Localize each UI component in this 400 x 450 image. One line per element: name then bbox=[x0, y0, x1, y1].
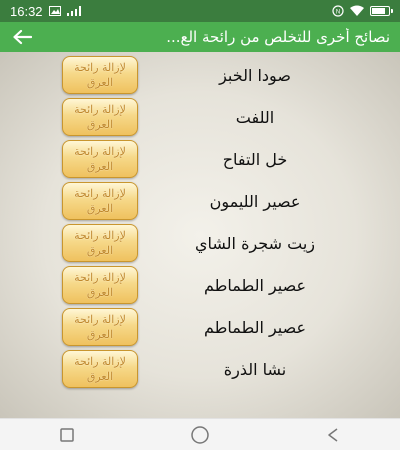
home-button[interactable] bbox=[188, 423, 212, 447]
list-item-label: اللفت bbox=[235, 107, 275, 127]
list-item[interactable] bbox=[0, 222, 400, 264]
badge-text-line2: العرق bbox=[86, 76, 114, 89]
recent-apps-button[interactable] bbox=[55, 423, 79, 447]
badge-text-line2: العرق bbox=[86, 370, 114, 383]
item-badge-image bbox=[62, 56, 138, 94]
badge-text-line1: لإزالة رائحة bbox=[74, 187, 126, 200]
list-item-label: نشا الذرة bbox=[223, 359, 287, 379]
recent-apps-icon bbox=[59, 427, 75, 443]
list-item-label: خل التفاح bbox=[222, 149, 288, 169]
badge-text-line2: العرق bbox=[86, 202, 114, 215]
list-item[interactable] bbox=[0, 264, 400, 306]
item-badge-image bbox=[62, 308, 138, 346]
list-item[interactable] bbox=[0, 96, 400, 138]
list-item[interactable] bbox=[0, 180, 400, 222]
app-bar bbox=[0, 22, 400, 52]
system-back-button[interactable] bbox=[321, 423, 345, 447]
list-item[interactable] bbox=[0, 54, 400, 96]
badge-text-line1: لإزالة رائحة bbox=[74, 355, 126, 368]
badge-text-line1: لإزالة رائحة bbox=[74, 61, 126, 74]
list-item[interactable] bbox=[0, 306, 400, 348]
status-time: 16:32 bbox=[10, 3, 43, 19]
signal-icon bbox=[67, 6, 81, 16]
nfc-icon bbox=[332, 5, 344, 17]
status-bar bbox=[0, 0, 400, 22]
item-badge-image bbox=[62, 182, 138, 220]
list-item[interactable] bbox=[0, 138, 400, 180]
back-icon bbox=[325, 427, 341, 443]
list-item-label: صودا الخبز bbox=[219, 65, 291, 85]
badge-text-line1: لإزالة رائحة bbox=[74, 313, 126, 326]
svg-text:N: N bbox=[335, 9, 341, 16]
arrow-back-icon bbox=[12, 29, 32, 45]
list-item-label: عصير الطماطم bbox=[203, 317, 307, 337]
nav-bar bbox=[0, 418, 400, 450]
item-badge-image bbox=[62, 266, 138, 304]
remedy-list bbox=[0, 54, 400, 390]
back-button[interactable] bbox=[10, 25, 34, 49]
badge-text-line2: العرق bbox=[86, 286, 114, 299]
badge-text-line2: العرق bbox=[86, 328, 114, 341]
badge-text-line1: لإزالة رائحة bbox=[74, 103, 126, 116]
list-item[interactable] bbox=[0, 348, 400, 390]
badge-text-line2: العرق bbox=[86, 118, 114, 131]
list-item-label: عصير الطماطم bbox=[203, 275, 307, 295]
photo-icon bbox=[49, 6, 61, 16]
battery-fill bbox=[372, 8, 385, 14]
page-title: نصائح أخرى للتخلص من رائحة الع... bbox=[166, 28, 390, 46]
badge-text-line1: لإزالة رائحة bbox=[74, 229, 126, 242]
item-badge-image bbox=[62, 224, 138, 262]
battery-icon bbox=[370, 6, 390, 16]
home-icon bbox=[190, 425, 210, 445]
status-left bbox=[10, 4, 81, 19]
badge-text-line2: العرق bbox=[86, 160, 114, 173]
badge-text-line1: لإزالة رائحة bbox=[74, 145, 126, 158]
item-badge-image bbox=[62, 350, 138, 388]
badge-text-line2: العرق bbox=[86, 244, 114, 257]
content-area bbox=[0, 52, 400, 418]
status-right bbox=[332, 5, 390, 17]
badge-text-line1: لإزالة رائحة bbox=[74, 271, 126, 284]
item-badge-image bbox=[62, 98, 138, 136]
list-item-label: عصير الليمون bbox=[209, 191, 301, 211]
list-item-label: زيت شجرة الشاي bbox=[195, 233, 315, 253]
wifi-icon bbox=[350, 5, 364, 17]
item-badge-image bbox=[62, 140, 138, 178]
